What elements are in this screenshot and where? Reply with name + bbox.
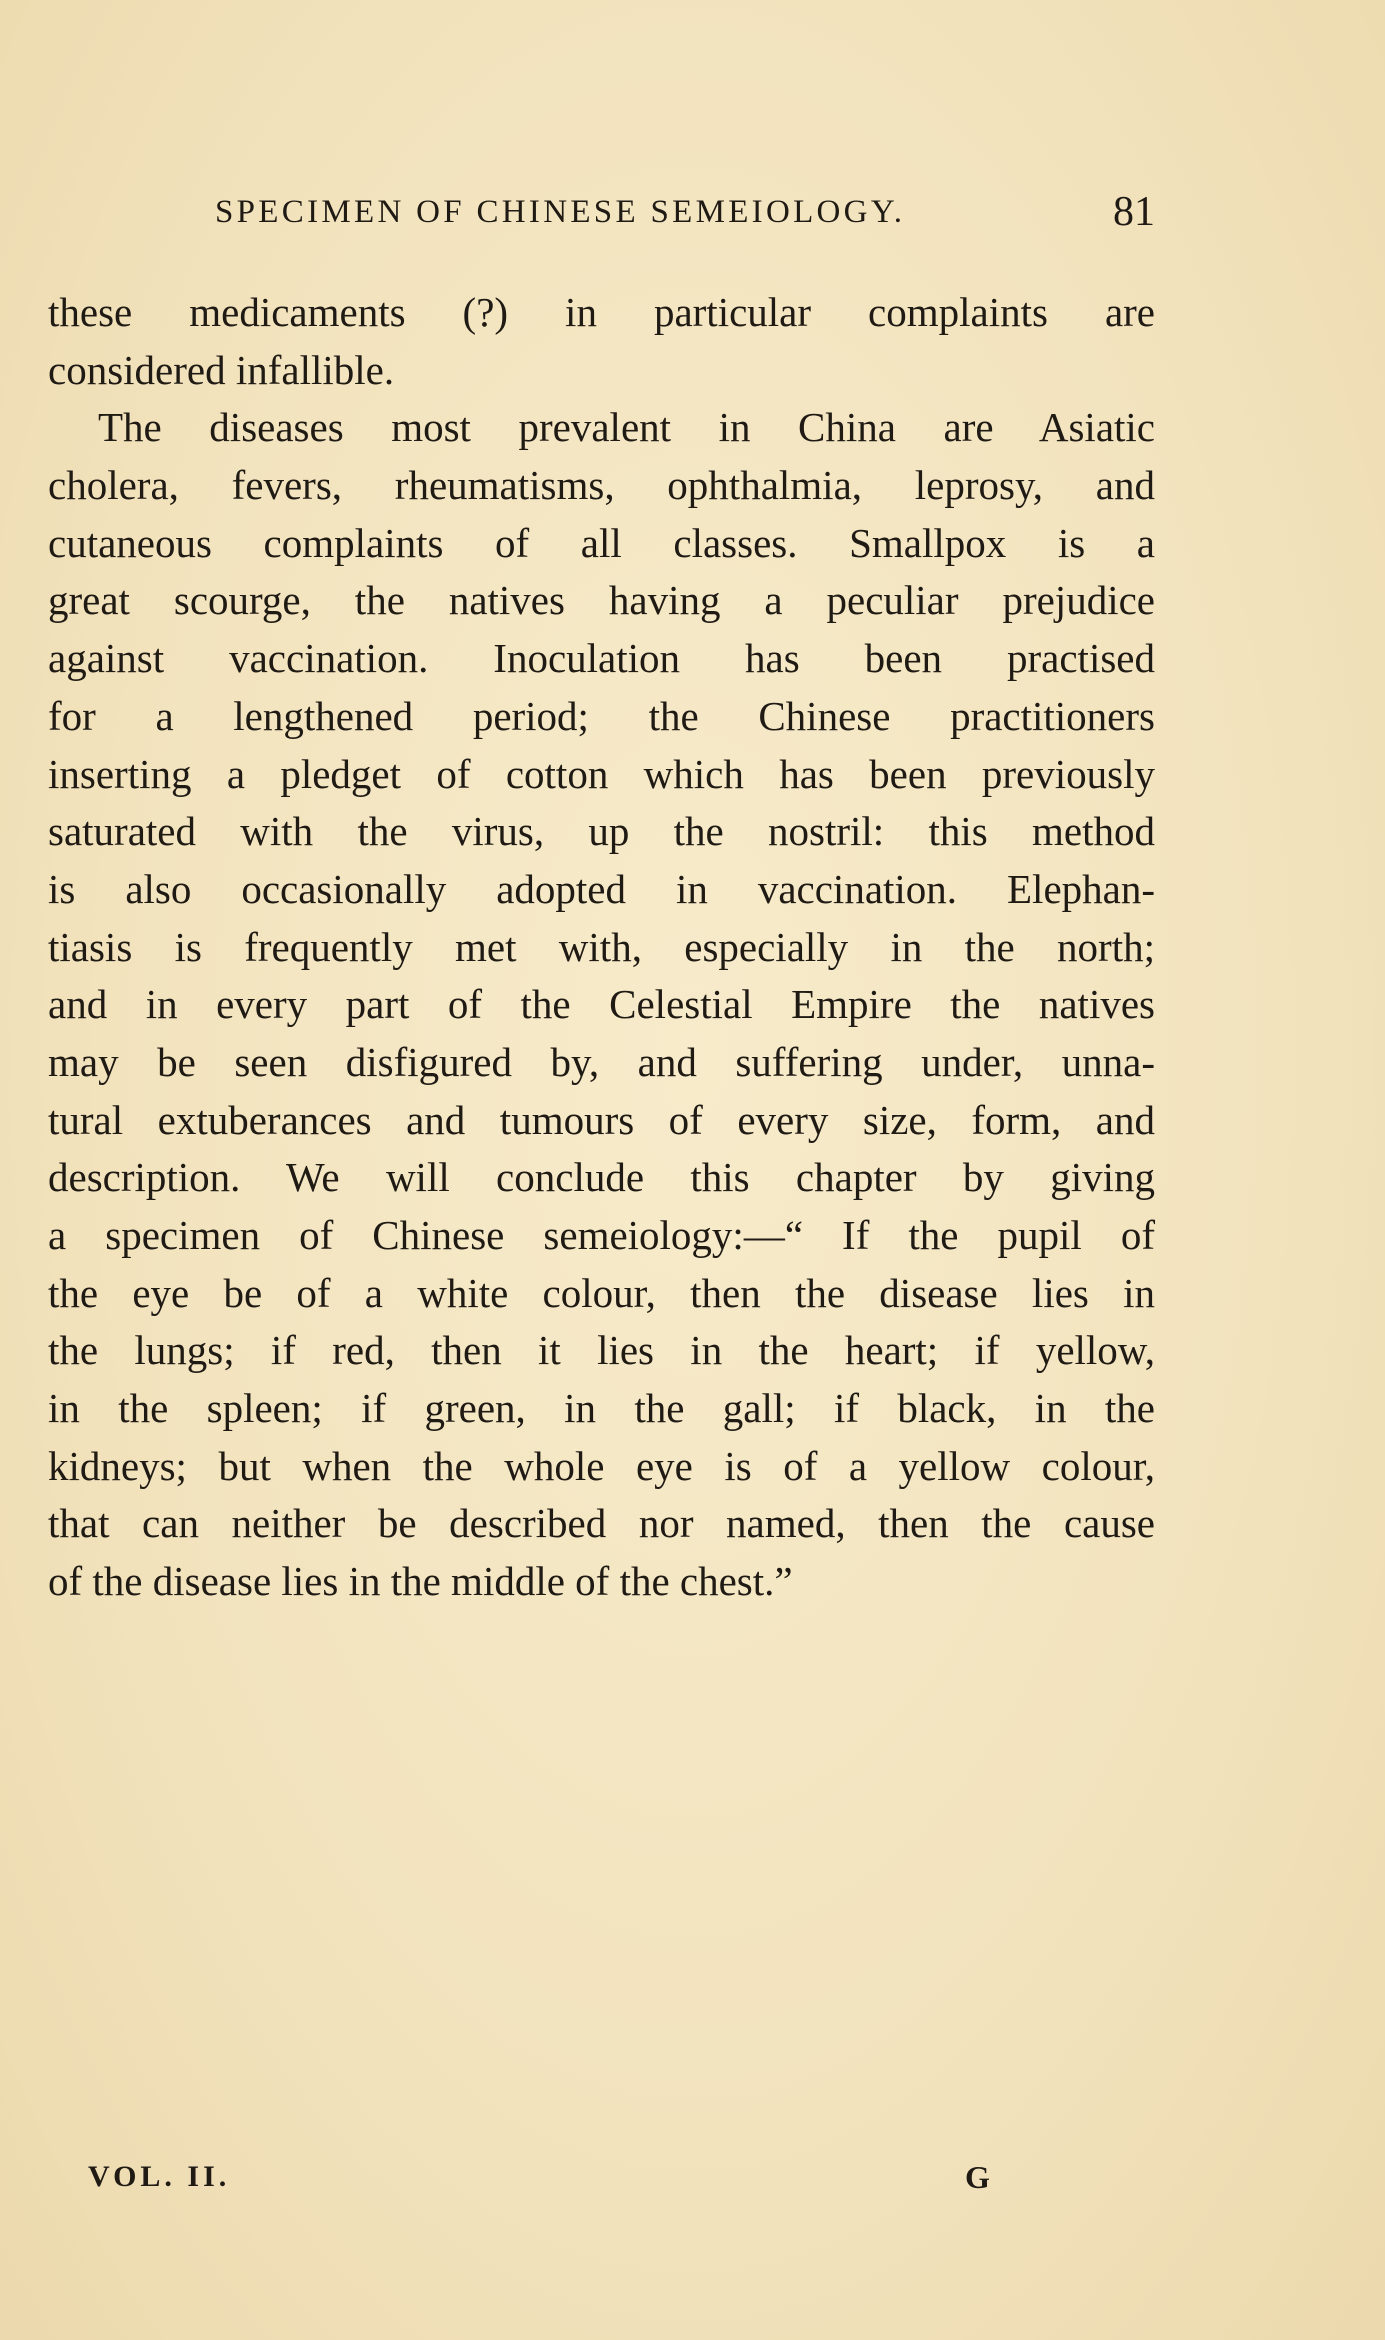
text-line: cutaneous complaints of all classes. Smallpox is a [48, 519, 1155, 566]
paragraph-start-line: The diseases most prevalent in China are Asiatic [98, 404, 1155, 451]
text-line: tiasis is frequently met with, especially in the north; [48, 923, 1155, 970]
text-line: these medicaments (?) in particular complaints are [48, 289, 1155, 335]
text-line: that can neither be described nor named, then the cause [48, 1500, 1155, 1547]
text-line: description. We will conclude this chapter by giving [48, 1154, 1155, 1201]
text-line: inserting a pledget of cotton which has been previously [48, 750, 1155, 797]
text-line: may be seen disfigured by, and suffering under, unna- [48, 1038, 1155, 1085]
text-line: the eye be of a white colour, then the disease lies in [48, 1269, 1155, 1316]
text-line: a specimen of Chinese semeiology:—“ If the pupil of [48, 1212, 1155, 1258]
page-footer [0, 2152, 1385, 2202]
text-line: and in every part of the Celestial Empire the natives [48, 981, 1155, 1028]
text-line: in the spleen; if green, in the gall; if black, in the [48, 1385, 1155, 1432]
text-line: saturated with the virus, up the nostril: this method [48, 808, 1155, 855]
body-text [48, 284, 1155, 1611]
text-line: is also occasionally adopted in vaccination. Elephan- [48, 865, 1155, 912]
text-line: considered infallible. [48, 346, 395, 393]
text-line: of the disease lies in the middle of the chest.” [48, 1558, 793, 1605]
running-title: SPECIMEN OF CHINESE SEMEIOLOGY. [215, 194, 906, 230]
signature-mark: G [965, 2159, 990, 2195]
text-line: against vaccination. Inoculation has been practised [48, 635, 1155, 682]
running-head [215, 186, 1155, 238]
text-line: cholera, fevers, rheumatisms, ophthalmia, leprosy, and [48, 462, 1155, 509]
text-line: kidneys; but when the whole eye is of a yellow colour, [48, 1442, 1155, 1489]
text-line: great scourge, the natives having a peculiar prejudice [48, 577, 1155, 624]
text-line: tural extuberances and tumours of every size, form, and [48, 1096, 1155, 1143]
text-line: the lungs; if red, then it lies in the heart; if yellow, [48, 1327, 1155, 1374]
volume-label: VOL. II. [88, 2160, 231, 2193]
page-number: 81 [1113, 189, 1155, 235]
text-line: for a lengthened period; the Chinese practitioners [48, 692, 1155, 739]
